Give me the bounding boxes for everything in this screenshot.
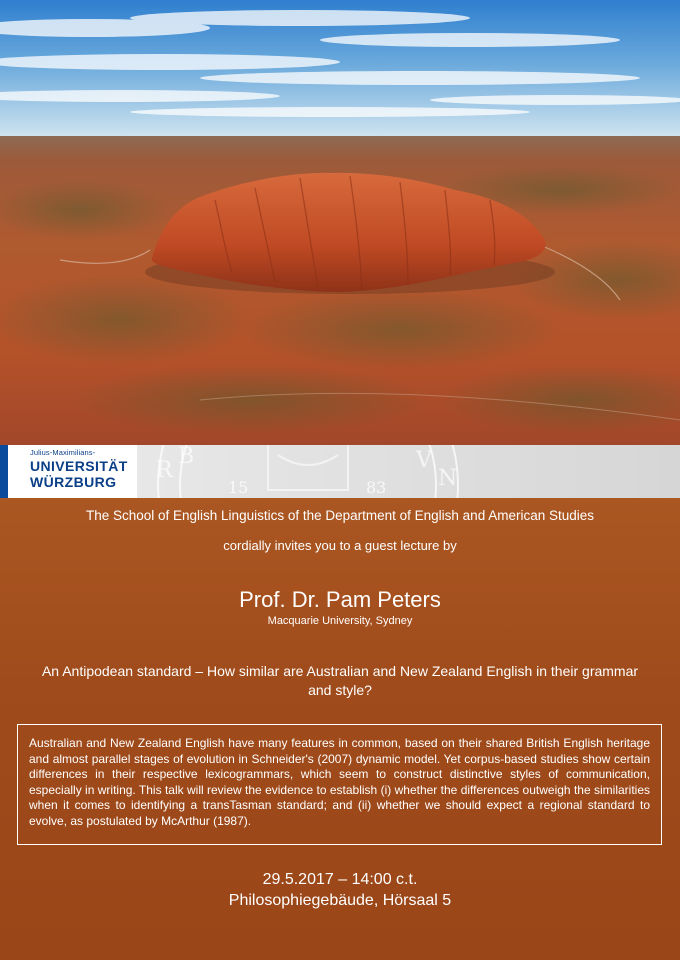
logo-name-line2: WÜRZBURG: [30, 474, 117, 490]
logo-blue-bar: [0, 445, 8, 498]
svg-text:V: V: [416, 448, 432, 473]
host-line: The School of English Linguistics of the Department of English and American Studies: [85, 508, 595, 523]
logo-name-line1: UNIVERSITÄT: [30, 458, 128, 474]
invitation-body: [0, 498, 680, 960]
seal-year-left: 15: [228, 478, 249, 497]
svg-text:N: N: [438, 466, 458, 491]
event-date-time: 29.5.2017 – 14:00 c.t.: [262, 871, 418, 888]
event-location: Philosophiegebäude, Hörsaal 5: [228, 892, 452, 909]
uluru-landscape-image: [0, 0, 680, 445]
seal-year-right: 83: [366, 478, 387, 497]
university-seal-watermark: [148, 445, 468, 498]
svg-text:R: R: [156, 458, 173, 483]
header-photo-uluru: [0, 0, 680, 445]
lecture-abstract: Australian and New Zealand English have many features in common, based on their shared British English heritage and almost parallel stages of evolution in Schneider's (2007) dynamic model. Yet corpus-based studies show certain differences in their respective lexicogrammars, which seem to construct distinctive styles of communication, especially in writing. This talk will review the evidence to establish (i) whether the differences outweigh the similarities when it comes to identifying a transTasman standard; and (ii) whether we should expect a regional standard to evolve, as postulated by McArthur (1987).: [17, 724, 662, 845]
invite-line: cordially invites you to a guest lecture by: [223, 538, 457, 553]
university-banner: [0, 445, 680, 498]
speaker-affiliation: Macquarie University, Sydney: [267, 615, 413, 627]
svg-text:B: B: [178, 445, 195, 469]
speaker-name: Prof. Dr. Pam Peters: [239, 587, 441, 612]
logo-pre-name: Julius-Maximilians-: [30, 448, 96, 457]
lecture-title: An Antipodean standard – How similar are Australian and New Zealand English in their grammar and style?: [41, 663, 639, 698]
university-logo: [0, 445, 137, 498]
